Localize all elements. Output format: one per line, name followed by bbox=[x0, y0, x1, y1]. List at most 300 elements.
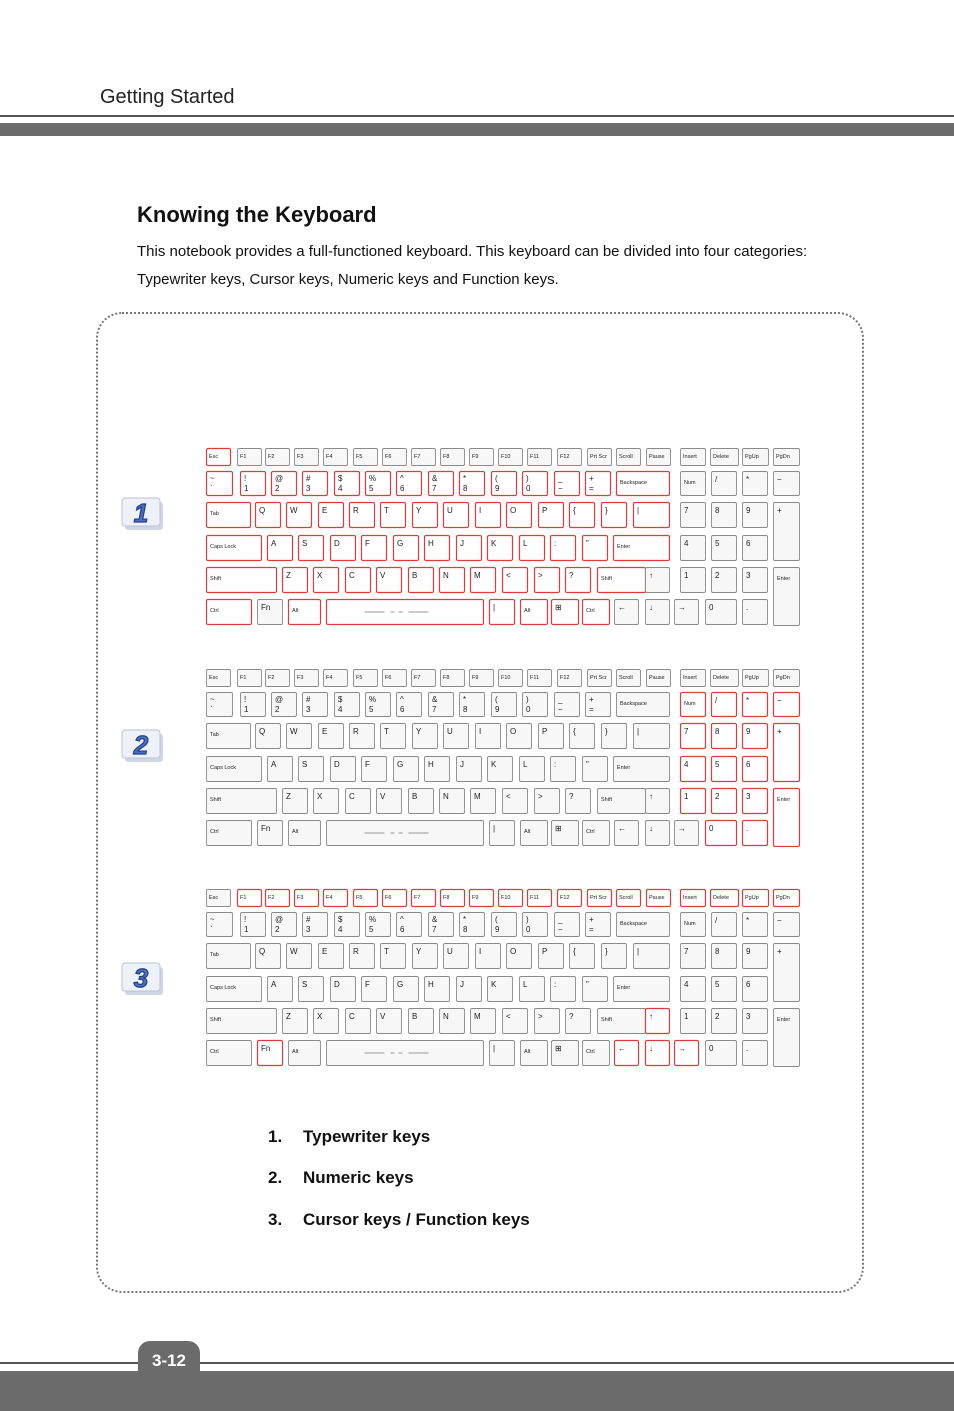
key bbox=[490, 821, 515, 846]
key bbox=[412, 670, 436, 687]
key bbox=[314, 568, 339, 593]
key-label: 0 bbox=[709, 1044, 714, 1053]
key-label: V bbox=[380, 1012, 386, 1021]
key-label: 7 bbox=[684, 506, 689, 515]
key-label: > bbox=[538, 571, 543, 580]
key bbox=[409, 789, 434, 814]
key bbox=[615, 821, 639, 846]
key-label: Ctrl bbox=[210, 829, 219, 835]
key bbox=[521, 1041, 548, 1066]
key-label: B bbox=[412, 571, 418, 580]
key-label: Y bbox=[416, 947, 422, 956]
key bbox=[207, 913, 233, 937]
key bbox=[566, 789, 591, 814]
key bbox=[712, 568, 737, 593]
key-label: + bbox=[777, 947, 782, 956]
key-sublabel: 2 bbox=[275, 925, 280, 934]
key-label: F4 bbox=[326, 895, 333, 901]
key-label: & bbox=[432, 695, 438, 704]
key-label: Alt bbox=[292, 608, 299, 614]
key-label: ( bbox=[495, 915, 498, 924]
key-label: 3 bbox=[746, 792, 751, 801]
key bbox=[314, 789, 339, 814]
key bbox=[566, 1009, 591, 1034]
key bbox=[319, 724, 344, 749]
key bbox=[712, 536, 737, 561]
key bbox=[681, 449, 706, 466]
key bbox=[394, 757, 419, 782]
key-label: ↑ bbox=[649, 1012, 653, 1021]
key-label: U bbox=[447, 947, 453, 956]
key bbox=[331, 977, 356, 1002]
key-label: ↑ bbox=[649, 571, 653, 580]
key-sublabel: ` bbox=[210, 925, 213, 934]
key-label: " bbox=[586, 760, 589, 769]
key bbox=[441, 890, 465, 907]
key bbox=[634, 724, 670, 749]
key-label: L bbox=[523, 980, 528, 989]
key-label: _ bbox=[558, 695, 563, 704]
key bbox=[647, 670, 671, 687]
key-label: > bbox=[538, 1012, 543, 1021]
key-label: ⊞ bbox=[555, 603, 562, 612]
key-label: # bbox=[306, 474, 311, 483]
key-label: F2 bbox=[268, 675, 275, 681]
key bbox=[535, 789, 560, 814]
key bbox=[675, 1041, 699, 1066]
key bbox=[617, 472, 670, 496]
key-label: C bbox=[349, 792, 355, 801]
key-label: ↓ bbox=[649, 603, 653, 612]
key-label: Y bbox=[416, 727, 422, 736]
key bbox=[429, 472, 454, 496]
key-sublabel: ` bbox=[210, 705, 213, 714]
key-label: : bbox=[554, 980, 557, 989]
key-label: 5 bbox=[715, 539, 720, 548]
key-label: ( bbox=[495, 474, 498, 483]
key bbox=[383, 449, 407, 466]
key-label: Enter bbox=[617, 765, 631, 771]
key bbox=[354, 449, 378, 466]
header-bar bbox=[0, 123, 954, 136]
key-label: F5 bbox=[356, 675, 363, 681]
key bbox=[383, 890, 407, 907]
key bbox=[681, 757, 706, 782]
key bbox=[256, 503, 281, 528]
key-label: % bbox=[369, 695, 377, 704]
badge-svg bbox=[121, 961, 165, 997]
key-label: F1 bbox=[240, 895, 247, 901]
key-label: { bbox=[573, 727, 576, 736]
key bbox=[335, 693, 360, 717]
key-label: Z bbox=[286, 1012, 291, 1021]
key bbox=[258, 600, 283, 625]
key bbox=[507, 944, 532, 969]
key bbox=[490, 600, 515, 625]
key-label: F12 bbox=[560, 675, 570, 681]
key bbox=[354, 670, 378, 687]
key-label: Tab bbox=[210, 732, 219, 738]
key-label: 2 bbox=[715, 792, 720, 801]
key bbox=[558, 449, 582, 466]
key-sublabel: = bbox=[589, 705, 594, 714]
key bbox=[523, 693, 548, 717]
key bbox=[583, 821, 610, 846]
key bbox=[743, 1041, 768, 1066]
key bbox=[570, 944, 595, 969]
key-label: $ bbox=[338, 695, 343, 704]
key-label: < bbox=[506, 792, 511, 801]
key bbox=[289, 821, 321, 846]
key bbox=[394, 977, 419, 1002]
key-label: F7 bbox=[414, 895, 421, 901]
key-sublabel: 9 bbox=[495, 705, 500, 714]
key bbox=[602, 503, 627, 528]
key-label: U bbox=[447, 506, 453, 515]
key-label: Esc bbox=[209, 675, 219, 681]
key bbox=[289, 600, 321, 625]
key bbox=[743, 724, 768, 749]
key-label: Esc bbox=[209, 895, 219, 901]
key-label: M bbox=[474, 1012, 481, 1021]
key-label: F9 bbox=[472, 675, 479, 681]
key-cap bbox=[327, 1041, 484, 1066]
key-label: 4 bbox=[684, 760, 689, 769]
key bbox=[551, 977, 576, 1002]
key bbox=[383, 670, 407, 687]
key bbox=[743, 757, 768, 782]
key bbox=[366, 913, 391, 937]
key bbox=[583, 600, 610, 625]
key bbox=[241, 693, 266, 717]
key-label: ~ bbox=[210, 695, 215, 704]
key-label: < bbox=[506, 1012, 511, 1021]
key-label: Tab bbox=[210, 511, 219, 517]
key bbox=[207, 1009, 277, 1034]
key-label: ! bbox=[244, 695, 247, 704]
key bbox=[583, 757, 608, 782]
key bbox=[238, 449, 262, 466]
key bbox=[743, 472, 768, 496]
keyboard-diagram-cursor-function bbox=[205, 887, 801, 1067]
key-label: → bbox=[678, 824, 686, 833]
key bbox=[350, 503, 375, 528]
key bbox=[558, 670, 582, 687]
key-label: Fn bbox=[261, 824, 271, 833]
key bbox=[377, 789, 402, 814]
key bbox=[425, 977, 450, 1002]
key bbox=[324, 890, 348, 907]
key bbox=[647, 890, 671, 907]
key bbox=[440, 568, 465, 593]
key-label: $ bbox=[338, 474, 343, 483]
key-label: F12 bbox=[560, 454, 570, 460]
key bbox=[441, 449, 465, 466]
key-label: ⊞ bbox=[555, 1044, 562, 1053]
key bbox=[362, 977, 387, 1002]
key-label: 1 bbox=[684, 792, 689, 801]
key-sublabel: 0 bbox=[526, 705, 531, 714]
key-label: Delete bbox=[713, 454, 729, 460]
page-number: 3-12 bbox=[138, 1341, 200, 1381]
key bbox=[743, 1009, 768, 1034]
key-label: E bbox=[322, 727, 328, 736]
key-label: 0 bbox=[709, 603, 714, 612]
key-label: | bbox=[637, 947, 640, 956]
key-label: " bbox=[586, 539, 589, 548]
key-label: PgUp bbox=[745, 895, 759, 901]
key-label: PgDn bbox=[776, 454, 790, 460]
key bbox=[602, 944, 627, 969]
key bbox=[706, 1041, 737, 1066]
key-label: ← bbox=[618, 603, 626, 612]
key-label: Ctrl bbox=[586, 608, 595, 614]
key-label: A bbox=[271, 760, 277, 769]
key-label: _ bbox=[558, 474, 563, 483]
key-label: Alt bbox=[524, 608, 531, 614]
key bbox=[681, 789, 706, 814]
key bbox=[520, 536, 545, 561]
key bbox=[552, 821, 579, 846]
key-label: ! bbox=[244, 474, 247, 483]
key-label: 6 bbox=[746, 539, 751, 548]
key-sublabel: 1 bbox=[244, 705, 249, 714]
key bbox=[774, 568, 800, 626]
key-label: N bbox=[443, 792, 449, 801]
key-label: . bbox=[746, 603, 749, 612]
key bbox=[712, 913, 737, 937]
key-label: O bbox=[510, 947, 517, 956]
key-label: Enter bbox=[617, 985, 631, 991]
key bbox=[207, 944, 251, 969]
key-label: Caps Lock bbox=[210, 544, 236, 550]
key-label: 9 bbox=[746, 506, 751, 515]
key-label: F5 bbox=[356, 895, 363, 901]
key bbox=[490, 1041, 515, 1066]
key bbox=[287, 724, 312, 749]
key bbox=[528, 449, 552, 466]
badge-number: 2 bbox=[133, 730, 149, 760]
key-label: B bbox=[412, 1012, 418, 1021]
key-label: ~ bbox=[210, 474, 215, 483]
key-label: Enter bbox=[777, 797, 791, 803]
key bbox=[681, 890, 706, 907]
key bbox=[492, 913, 517, 937]
key-sublabel: 2 bbox=[275, 705, 280, 714]
key bbox=[598, 1009, 646, 1034]
key bbox=[287, 503, 312, 528]
key-sublabel: 5 bbox=[369, 484, 374, 493]
key bbox=[207, 821, 252, 846]
key bbox=[460, 472, 485, 496]
key-sublabel: = bbox=[589, 484, 594, 493]
key bbox=[520, 977, 545, 1002]
key-label: " bbox=[586, 980, 589, 989]
key-sublabel: 8 bbox=[463, 925, 468, 934]
key-label: Num bbox=[684, 921, 696, 927]
key-label: W bbox=[290, 506, 298, 515]
key bbox=[681, 472, 706, 496]
key bbox=[266, 449, 290, 466]
keyboard-svg bbox=[205, 887, 801, 1067]
key bbox=[272, 693, 297, 717]
key bbox=[268, 757, 293, 782]
key bbox=[583, 1041, 610, 1066]
key bbox=[327, 600, 484, 625]
key-label: PgUp bbox=[745, 675, 759, 681]
key-label: Backspace bbox=[620, 480, 647, 486]
key bbox=[521, 600, 548, 625]
key bbox=[331, 757, 356, 782]
key-label: 2 bbox=[715, 571, 720, 580]
key bbox=[381, 503, 406, 528]
key bbox=[457, 536, 482, 561]
key-label: $ bbox=[338, 915, 343, 924]
key bbox=[586, 913, 611, 937]
key-label: W bbox=[290, 727, 298, 736]
key-label: ? bbox=[569, 571, 574, 580]
key-label: ) bbox=[526, 474, 529, 483]
key bbox=[743, 977, 768, 1002]
list-text: Typewriter keys bbox=[303, 1127, 431, 1146]
key-label: { bbox=[573, 947, 576, 956]
key bbox=[377, 568, 402, 593]
key-label: ) bbox=[526, 695, 529, 704]
key-label: B bbox=[412, 792, 418, 801]
key-label: F1 bbox=[240, 675, 247, 681]
key-label: % bbox=[369, 474, 377, 483]
key-sublabel: 0 bbox=[526, 484, 531, 493]
key-label: > bbox=[538, 792, 543, 801]
key-label: F2 bbox=[268, 454, 275, 460]
key-label: | bbox=[493, 1044, 496, 1053]
list-number: 3. bbox=[268, 1210, 283, 1229]
key-label: & bbox=[432, 474, 438, 483]
key bbox=[335, 472, 360, 496]
key bbox=[470, 670, 494, 687]
key-label: 3 bbox=[746, 1012, 751, 1021]
key-label: 8 bbox=[715, 727, 720, 736]
key-label: PgUp bbox=[745, 454, 759, 460]
key-label: F3 bbox=[297, 675, 304, 681]
key-sublabel: 4 bbox=[338, 484, 343, 493]
key-label: Alt bbox=[292, 1049, 299, 1055]
list-text: Numeric keys bbox=[303, 1168, 414, 1187]
key-label: Ctrl bbox=[586, 1049, 595, 1055]
key-label: E bbox=[322, 947, 328, 956]
key-label: G bbox=[397, 539, 404, 548]
key-label: Num bbox=[684, 701, 696, 707]
key-label: F6 bbox=[385, 454, 392, 460]
key-label: Pause bbox=[649, 454, 665, 460]
key-label: Shift bbox=[601, 576, 613, 582]
key-label: F7 bbox=[414, 675, 421, 681]
key bbox=[499, 449, 523, 466]
key bbox=[647, 449, 671, 466]
key bbox=[646, 600, 670, 625]
key-sublabel: 9 bbox=[495, 484, 500, 493]
key bbox=[523, 472, 548, 496]
key-label: X bbox=[317, 1012, 323, 1021]
key bbox=[523, 913, 548, 937]
key bbox=[503, 789, 528, 814]
key-label: → bbox=[678, 1044, 686, 1053]
key bbox=[681, 503, 706, 528]
key-label: * bbox=[463, 915, 467, 924]
key-label: N bbox=[443, 1012, 449, 1021]
key-label: F6 bbox=[385, 675, 392, 681]
key-label: 1 bbox=[684, 1012, 689, 1021]
key-label: 8 bbox=[715, 947, 720, 956]
key-label: Enter bbox=[777, 576, 791, 582]
key bbox=[470, 890, 494, 907]
key bbox=[283, 568, 308, 593]
key bbox=[272, 913, 297, 937]
key bbox=[241, 913, 266, 937]
key bbox=[743, 600, 768, 625]
key bbox=[394, 536, 419, 561]
key bbox=[583, 536, 608, 561]
key-label: Shift bbox=[210, 797, 222, 803]
key bbox=[476, 724, 501, 749]
key bbox=[476, 944, 501, 969]
key-label: / bbox=[715, 916, 718, 925]
key bbox=[614, 977, 670, 1002]
key-label: O bbox=[510, 506, 517, 515]
key-label: Enter bbox=[777, 1017, 791, 1023]
key bbox=[774, 724, 800, 782]
key bbox=[444, 944, 469, 969]
key bbox=[646, 568, 670, 593]
key-label: L bbox=[523, 539, 528, 548]
key bbox=[774, 789, 800, 847]
key bbox=[743, 821, 768, 846]
key-label: 0 bbox=[709, 824, 714, 833]
key bbox=[299, 536, 324, 561]
key bbox=[681, 724, 706, 749]
key bbox=[552, 600, 579, 625]
key-label: P bbox=[542, 947, 548, 956]
key-label: Alt bbox=[524, 829, 531, 835]
key-label: F bbox=[365, 539, 370, 548]
key-label: C bbox=[349, 571, 355, 580]
key bbox=[712, 472, 737, 496]
key-label: F4 bbox=[326, 454, 333, 460]
key bbox=[327, 821, 484, 846]
key-label: F7 bbox=[414, 454, 421, 460]
key bbox=[366, 693, 391, 717]
key-label: F10 bbox=[501, 675, 511, 681]
key-label: / bbox=[715, 475, 718, 484]
key bbox=[272, 472, 297, 496]
key-label: | bbox=[637, 727, 640, 736]
key bbox=[712, 757, 737, 782]
key-label: Z bbox=[286, 571, 291, 580]
key-label: F9 bbox=[472, 454, 479, 460]
key-label: A bbox=[271, 980, 277, 989]
key bbox=[362, 536, 387, 561]
key bbox=[586, 472, 611, 496]
key-label: % bbox=[369, 915, 377, 924]
key bbox=[425, 536, 450, 561]
key bbox=[598, 568, 646, 593]
key bbox=[588, 670, 612, 687]
key bbox=[634, 944, 670, 969]
key bbox=[712, 503, 737, 528]
key-sublabel: 4 bbox=[338, 705, 343, 714]
key-label: Prt Scr bbox=[590, 675, 607, 681]
key bbox=[346, 1009, 371, 1034]
